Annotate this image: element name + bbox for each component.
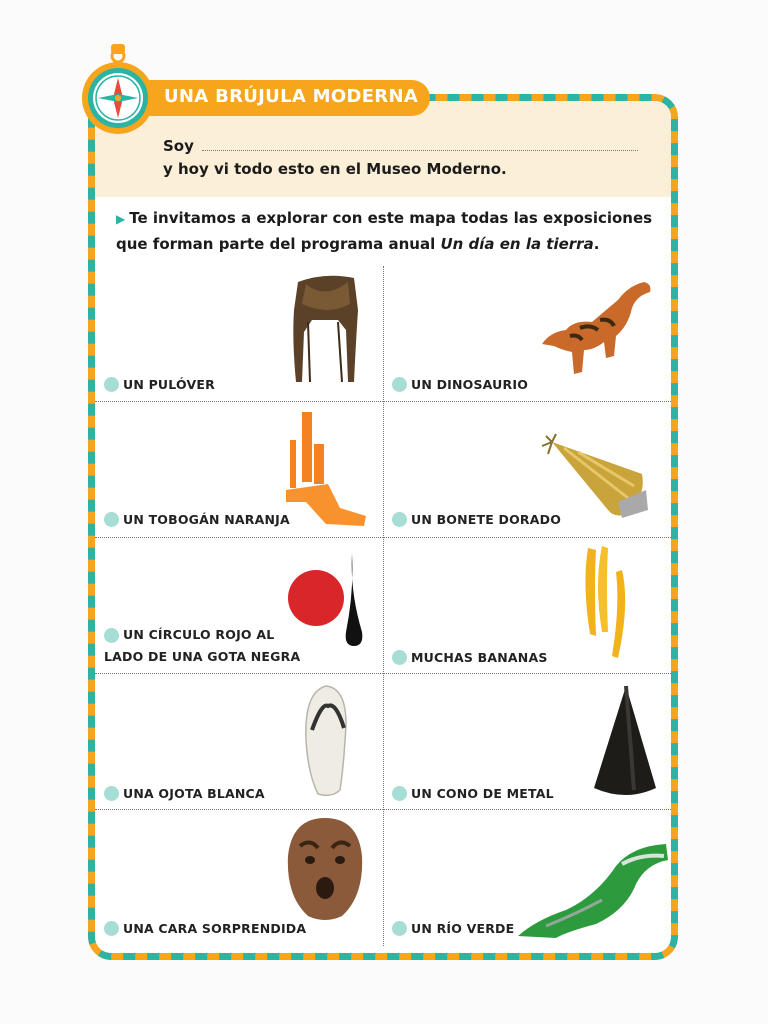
list-item: UN BONETE DORADO — [392, 512, 561, 527]
bullet-dot-icon — [104, 786, 119, 801]
sweater-icon — [288, 270, 362, 386]
bullet-dot-icon — [104, 512, 119, 527]
surprised-face-icon — [286, 816, 364, 922]
orange-slide-icon — [282, 410, 368, 528]
list-item: UN TOBOGÁN NARANJA — [104, 512, 290, 527]
grid-divider — [95, 537, 671, 538]
dinosaur-icon — [540, 280, 656, 384]
name-line — [163, 137, 638, 155]
subtitle: y hoy vi todo esto en el Museo Moderno. — [163, 160, 507, 178]
metal-cone-icon — [590, 684, 660, 800]
list-item: UNA OJOTA BLANCA — [104, 786, 265, 801]
name-blank[interactable] — [202, 140, 638, 151]
white-flip-flop-icon — [302, 684, 350, 798]
bullet-dot-icon — [392, 512, 407, 527]
list-item: UN PULÓVER — [104, 377, 215, 392]
bullet-dot-icon — [392, 650, 407, 665]
program-name: Un día en la tierra — [440, 235, 594, 253]
grid-divider-vertical — [383, 266, 384, 946]
bullet-dot-icon — [392, 786, 407, 801]
grid-divider — [95, 673, 671, 674]
list-item: UNA CARA SORPRENDIDA — [104, 921, 306, 936]
list-item: MUCHAS BANANAS — [392, 650, 548, 665]
compass-icon — [80, 44, 156, 136]
grid-divider — [95, 809, 671, 810]
bananas-icon — [580, 544, 636, 662]
bullet-dot-icon — [104, 628, 119, 643]
list-item: UN CONO DE METAL — [392, 786, 554, 801]
list-item: UN RÍO VERDE — [392, 921, 514, 936]
bullet-dot-icon — [104, 377, 119, 392]
bullet-dot-icon — [104, 921, 119, 936]
triangle-bullet-icon: ▶ — [116, 212, 126, 226]
page-title: UNA BRÚJULA MODERNA — [164, 86, 419, 107]
bullet-dot-icon — [392, 377, 407, 392]
intro-text: ▶ Te invitamos a explorar con este mapa todas las exposiciones que forman parte del programa anual Un día en la tierra. — [116, 209, 653, 253]
list-item: UN DINOSAURIO — [392, 377, 528, 392]
bullet-dot-icon — [392, 921, 407, 936]
golden-party-hat-icon — [538, 432, 652, 520]
grid-divider — [95, 401, 671, 402]
green-river-icon — [516, 840, 672, 938]
list-item: UN CÍRCULO ROJO AL LADO DE UNA GOTA NEGRA — [104, 627, 301, 664]
soy-label: Soy — [163, 137, 194, 155]
